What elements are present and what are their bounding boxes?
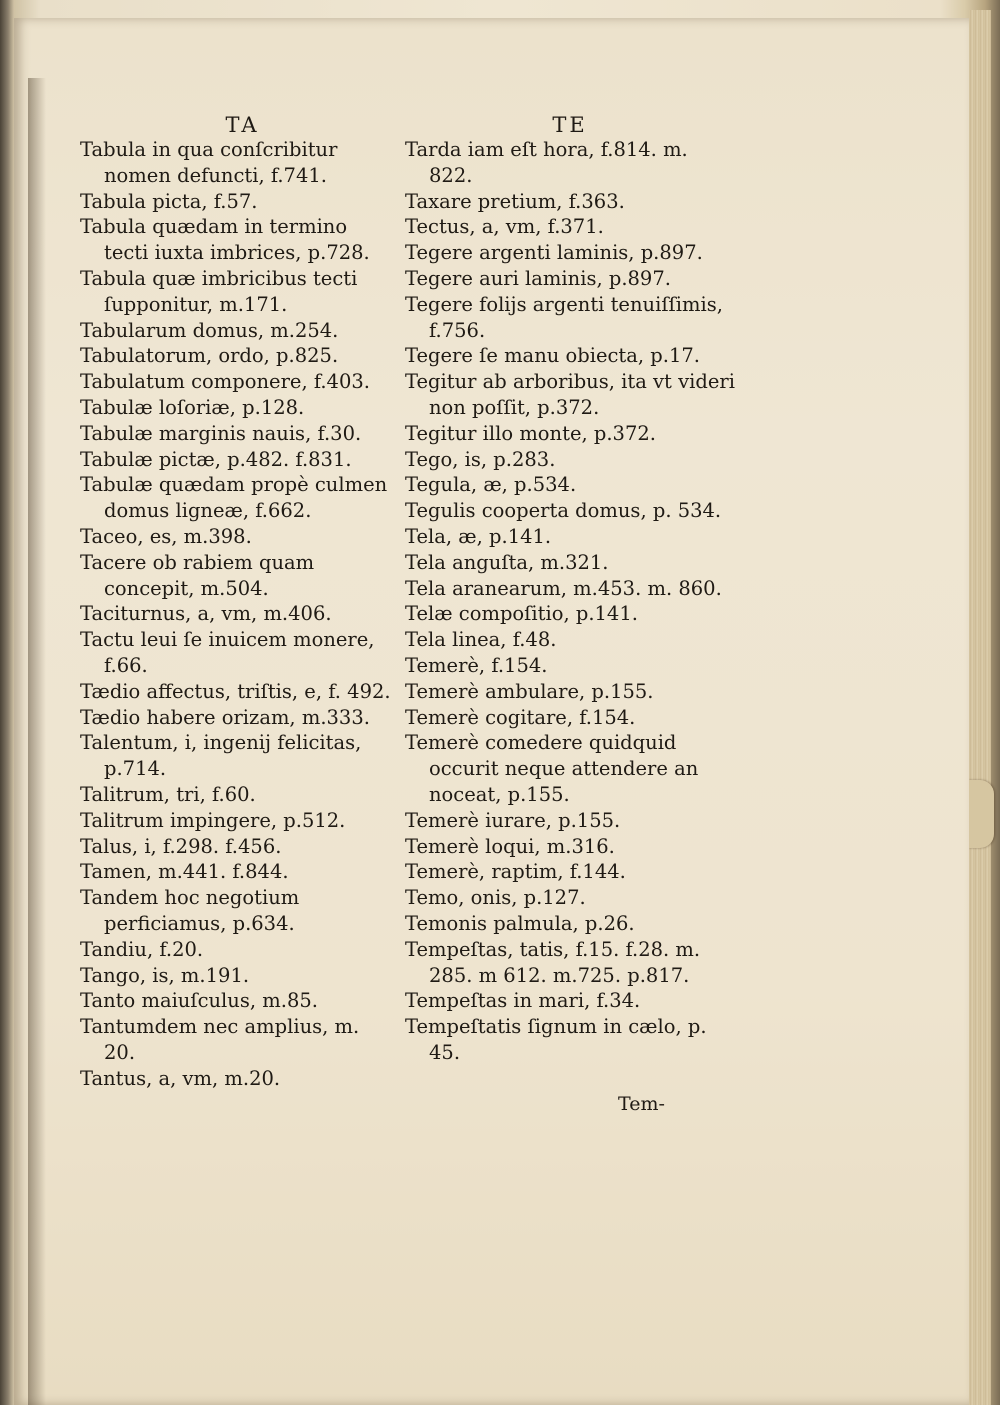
index-entry: Talitrum impingere, p.512. (80, 808, 346, 832)
index-entry: Taciturnus, a, vm, m.406. (80, 602, 332, 626)
index-entry: Temerè, raptim, f.144. (405, 860, 626, 884)
left-column (80, 113, 395, 1091)
index-entry: Tædio affectus, triſtis, e, f. 492. (80, 679, 391, 703)
index-entry: Tela anguſta, m.321. (405, 550, 609, 574)
binding-shadow (28, 78, 46, 1405)
index-entry: Tædio habere orizam, m.333. (80, 705, 370, 729)
catchword: Tem- (618, 1093, 665, 1115)
index-entry: Tabulæ quædam propè culmen domus ligneæ, f.662. (80, 473, 388, 523)
index-entry: Tango, is, m.191. (80, 963, 250, 987)
index-entry: Temonis palmula, p.26. (405, 911, 635, 935)
index-entry: Tegitur illo monte, p.372. (405, 421, 656, 445)
index-entry: Tabula in qua conſcribitur nomen defuncti, f.741. (80, 138, 338, 187)
index-entry: Tegulis cooperta domus, p. 534. (405, 499, 722, 523)
index-entry: Tactu leui ſe inuicem monere, f.66. (80, 628, 375, 677)
index-entry: Tabula picta, f.57. (80, 189, 258, 213)
index-entry: Tempeſtatis ſignum in cælo, p. 45. (405, 1015, 707, 1064)
index-entry: Tabula quædam in termino tecti iuxta imbrices, p.728. (80, 215, 370, 265)
index-entry: Tegere auri laminis, p.897. (405, 266, 671, 290)
index-entry: Tarda iam eſt hora, f.814. m. 822. (405, 138, 688, 187)
page-tab-marker (968, 780, 994, 848)
index-entry: Tabulæ loſoriæ, p.128. (80, 395, 305, 419)
index-entry: Tabulæ marginis nauis, f.30. (80, 421, 362, 445)
index-entry: Talentum, i, ingenij felicitas, p.714. (80, 731, 362, 781)
index-entry: Tamen, m.441. f.844. (80, 860, 289, 884)
index-entry: Talitrum, tri, f.60. (80, 782, 256, 806)
index-entry: Temerè, f.154. (405, 653, 548, 677)
index-entry: Tabulatum componere, f.403. (80, 370, 370, 394)
left-column-header: TA (225, 113, 260, 137)
index-entry: Tandiu, f.20. (80, 937, 204, 961)
index-entry: Taceo, es, m.398. (80, 524, 252, 548)
index-entry: Temerè iurare, p.155. (405, 808, 621, 832)
index-entry: Tandem hoc negotium perficiamus, p.634. (80, 886, 300, 935)
index-entry: Tempeſtas in mari, f.34. (405, 989, 641, 1013)
left-entry-list (80, 137, 395, 1091)
index-entry: Tegula, æ, p.534. (405, 473, 577, 497)
index-entry: Temo, onis, p.127. (405, 886, 586, 910)
page-edges (969, 10, 991, 1405)
right-column (405, 113, 735, 1066)
index-entry: Tegere ſe manu obiecta, p.17. (405, 344, 700, 368)
index-entry: Tantumdem nec amplius, m. 20. (80, 1015, 360, 1064)
index-entry: Tabula quæ imbricibus tecti ſupponitur, m.171. (80, 266, 358, 316)
index-entry: Tegere argenti laminis, p.897. (405, 241, 703, 265)
index-entry: Tego, is, p.283. (405, 447, 556, 471)
index-entry: Tabularum domus, m.254. (80, 318, 339, 342)
index-entry: Tegere folijs argenti tenuiſſimis, f.756. (405, 292, 723, 342)
index-entry: Temerè ambulare, p.155. (405, 679, 654, 703)
index-entry: Tabulæ pictæ, p.482. f.831. (80, 447, 352, 471)
index-entry: Temerè comedere quidquid occurit neque attendere an noceat, p.155. (405, 731, 699, 806)
index-entry: Tabulatorum, ordo, p.825. (80, 344, 339, 368)
right-column-header: TE (552, 113, 588, 137)
right-entry-list (405, 137, 735, 1066)
index-entry: Talus, i, f.298. f.456. (80, 834, 282, 858)
index-entry: Tempeſtas, tatis, f.15. f.28. m. 285. m 612. m.725. p.817. (405, 937, 701, 987)
index-entry: Tegitur ab arboribus, ita vt videri non poſſit, p.372. (405, 370, 735, 419)
index-entry: Tela, æ, p.141. (405, 524, 552, 548)
index-entry: Tanto maiuſculus, m.85. (80, 989, 318, 1013)
index-entry: Tectus, a, vm, f.371. (405, 215, 604, 239)
index-entry: Temerè cogitare, f.154. (405, 705, 636, 729)
index-entry: Temerè loqui, m.316. (405, 834, 615, 858)
index-entry: Tantus, a, vm, m.20. (80, 1066, 281, 1090)
index-entry: Telæ compoſitio, p.141. (405, 602, 638, 626)
index-entry: Tela linea, f.48. (405, 628, 557, 652)
index-entry: Taxare pretium, f.363. (405, 189, 625, 213)
index-entry: Tacere ob rabiem quam concepit, m.504. (80, 550, 315, 600)
index-entry: Tela aranearum, m.453. m. 860. (405, 576, 722, 600)
